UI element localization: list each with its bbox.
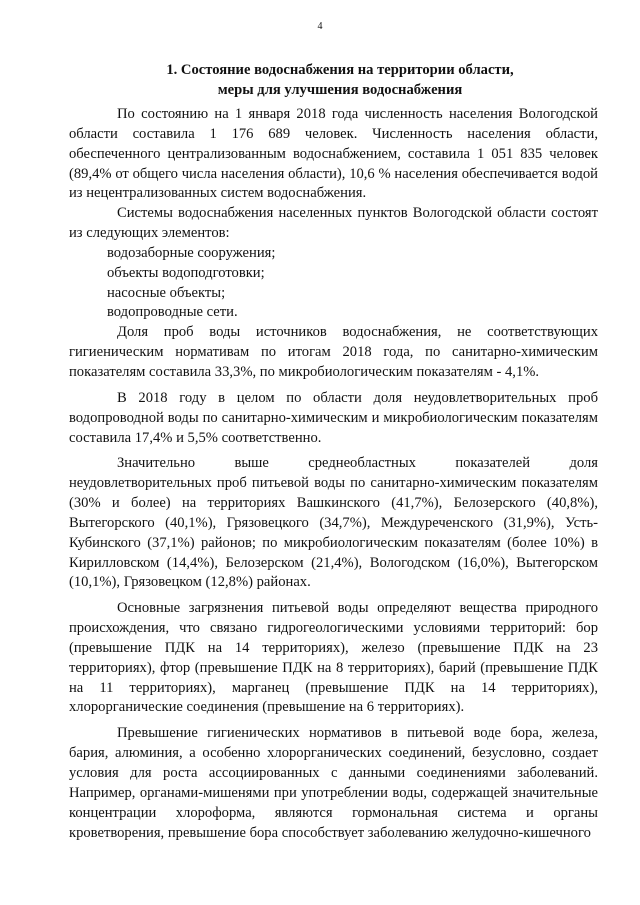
list-item: водопроводные сети. [107, 304, 238, 321]
paragraph-contaminants: Основные загрязнения питьевой воды определяют вещества природного происхождения, что связано гидрогеологическими условиями территорий: бор (превышение ПДК на 14 территориях), железо (превышение ПДК на 23 территориях), фтор (превышение ПДК на 8 территориях), барий (превышение ПДК на 11 территориях), марганец (превышение ПДК на 14 территориях), хлорорганические соединения (превышение на 6 территориях). [69, 600, 598, 716]
list-item: насосные объекты; [107, 284, 226, 301]
paragraph-district-samples: Значительно выше среднеобластных показателей доля неудовлетворительных проб питьевой воды по санитарно-химическим показателям (30% и более) на территориях Вашкинского (41,7%), Белозерского (40,8%), Вытегорского (40,1%), Грязовецкого (34,7%), Междуреченского (31,9%), Усть-Кубинского (37,1%) районов; по микробиологическим показателям (более 10%) в Кирилловском (14,4%), Белозерском (21,4%), Вологодском (16,0%), Вытегорском (10,1%), Грязовецком (12,8%) районах. [69, 455, 598, 591]
section-heading [70, 60, 610, 100]
paragraph-systems-intro: Системы водоснабжения населенных пунктов Вологодской области состоят из следующих элементов: [69, 205, 598, 242]
section-heading-line-1: 1. Состояние водоснабжения на территории области, [166, 62, 514, 78]
document-body [69, 105, 598, 843]
paragraph-health-effects: Превышение гигиенических нормативов в питьевой воде бора, железа, бария, алюминия, а особенно хлорорганических соединений, безусловно, создает условия для роста ассоциированных с данными соединениями заболеваний. Например, органами-мишенями при употреблении воды, содержащей значительные концентрации хлороформа, являются гормональная система и органы кроветворения, превышение бора способствует заболеванию желудочно-кишечного [69, 725, 598, 841]
paragraph-2018-samples: В 2018 году в целом по области доля неудовлетворительных проб водопроводной воды по санитарно-химическим и микробиологическим показателям составила 17,4% и 5,5% соответственно. [69, 389, 598, 446]
paragraph-population: По состоянию на 1 января 2018 года численность населения Вологодской области составила 1 176 689 человек. Численность населения области, обеспеченного централизованным водоснабжением, составила 1 051 835 человек (89,4% от общего числа населения области), 10,6 % населения обеспечивается водой из нецентрализованных систем водоснабжения. [69, 106, 598, 202]
list-item: объекты водоподготовки; [107, 264, 265, 281]
paragraph-source-samples: Доля проб воды источников водоснабжения, не соответствующих гигиеническим нормативам по итогам 2018 года, по санитарно-химическим показателям составила 33,3%, по микробиологическим показателям - 4,1%. [69, 324, 598, 380]
section-heading-line-2: меры для улучшения водоснабжения [217, 82, 463, 98]
page-number: 4 [317, 21, 323, 32]
list-item: водозаборные сооружения; [107, 244, 276, 261]
